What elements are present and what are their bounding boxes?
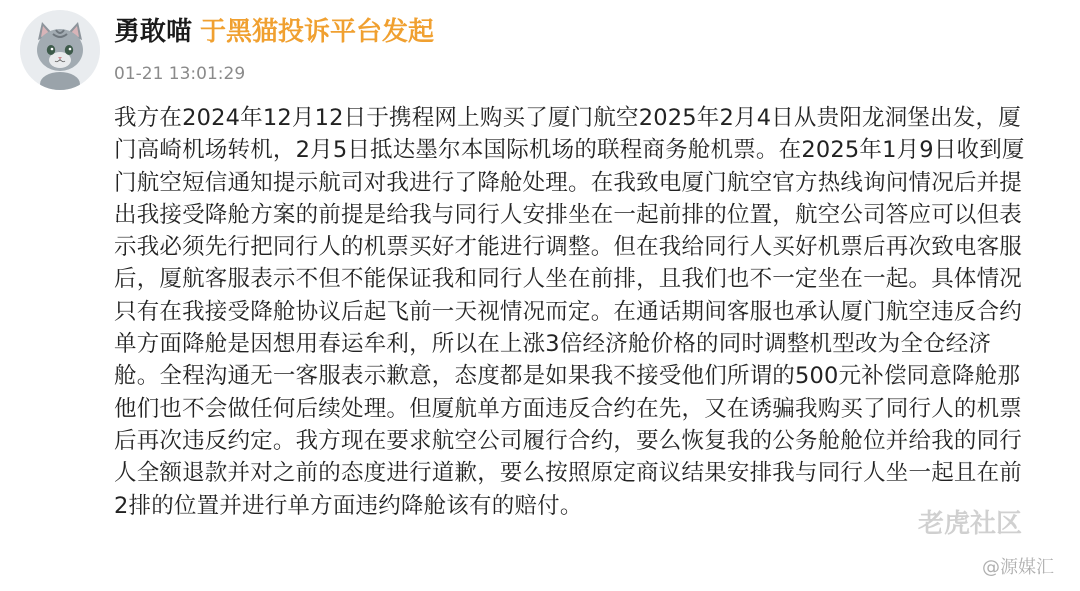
user-avatar[interactable]	[20, 10, 100, 90]
post-timestamp: 01-21 13:01:29	[114, 64, 246, 84]
watermark-secondary: @源媒汇	[982, 557, 1054, 578]
watermark-primary: 老虎社区	[918, 509, 1023, 539]
cat-avatar-icon	[20, 10, 100, 90]
author-line	[114, 14, 434, 50]
username[interactable]: 勇敢喵	[114, 17, 193, 47]
post-source[interactable]: 于黑猫投诉平台发起	[200, 17, 435, 47]
post-content: 我方在2024年12月12日于携程网上购买了厦门航空2025年2月4日从贵阳龙洞堡出发，厦门高崎机场转机，2月5日抵达墨尔本国际机场的联程商务舱机票。在2025年1月9日收到厦门航空短信通知提示航司对我进行了降舱处理。在我致电厦门航空官方热线询问情况后并提出我接受降舱方案的前提是给我与同行人安排坐在一起前排的位置，航空公司答应可以但表示我必须先行把同行人的机票买好才能进行调整。但在我给同行人买好机票后再次致电客服后，厦航客服表示不但不能保证我和同行人坐在前排，且我们也不一定坐在一起。具体情况只有在我接受降舱协议后起飞前一天视情况而定。在通话期间客服也承认厦门航空违反合约单方面降舱是因想用春运牟利，所以在上涨3倍经济舱价格的同时调整机型改为全仓经济舱。全程沟通无一客服表示歉意，态度都是如果我不接受他们所谓的500元补偿同意降舱那他们也不会做任何后续处理。但厦航单方面违反合约在先，又在诱骗我购买了同行人的机票后再次违反约定。我方现在要求航空公司履行合约，要么恢复我的公务舱舱位并给我的同行人全额退款并对之前的态度进行道歉，要么按照原定商议结果安排我与同行人坐一起且在前2排的位置并进行单方面违约降舱该有的赔付。	[114, 105, 1025, 519]
